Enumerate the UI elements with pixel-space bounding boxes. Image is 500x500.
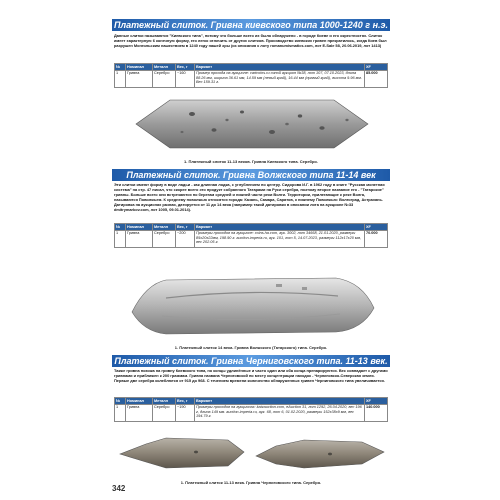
volga-ingot-photo [126,254,378,344]
section-description-chernigov: Также гривна похожа на гривну Киевского типа, но концы удлинённые и часто один или оба конца препарируются. Вес совпадает с другими гривнами и приближен к 200 граммам. Гривна названа Черниговской по месту концентрации находок - Черниговско-Северская земля. Первые две серебра колеблются от 915 до 968. С течением времени количество обнаруженных гривен Черниговского типа увеличивается. [114,368,388,384]
catalog-table-kiev [114,63,388,88]
column-header: XF [365,64,388,71]
row-variant: Пример прохода на аукционе: cartcoins.ru очной аукцион №38, лот 107, 07.10.2023, длина 88.26 мм, ширина 36.61 мм, 14.59 мм (левый край), 16.44 мм (правый край), высота 9.96 мм. Вес 159.31 г. [195,71,365,88]
row-weight: ~160 [176,71,195,88]
row-metal: Серебро [153,231,176,248]
column-header: № [115,224,126,231]
column-header: Номинал [126,398,153,405]
row-variant: Примеры проходов на аукционах: katzauction.com, eAuction 31, лот 1292, 26.04.2020, вес 196 г, длина 149 мм. auction-imperia.ru, аук. 68, лот 6, 01.02.2020, размеры 152x38x9 мм, вес 194.79 г. [195,405,365,422]
row-name: Гривна [126,405,153,422]
section-title-chernigov: Платежный слиток. Гривна Черниговского типа. 11-13 век. [112,355,390,367]
row-number: 1 [115,405,126,422]
column-header: № [115,398,126,405]
column-header: Варжант [195,64,365,71]
row-weight: ~200 [176,231,195,248]
row-weight: ~190 [176,405,195,422]
table-row [115,405,388,422]
photo-caption-kiev: 1. Платежный слиток 11-13 веков. Гривна Киевского типа. Серебро. [184,159,318,164]
column-header: Металл [153,398,176,405]
table-row [115,231,388,248]
kiev-ingot-photo [122,90,382,156]
catalog-table-volga [114,223,388,248]
table-row [115,71,388,88]
column-header: XF [365,224,388,231]
section-description-volga: Эти слитки имеют форму в виде ладьи - как длинная лодка, с углублением по центру. Сидорова И.Г. в 1962 году в книге "Русская монетная система" на стр. 47 писал, что скорее всего это продукт собранного Татарами на Руси серебра, поэтому второе название его - "Татарские" гривны. Больше всего они встречаются по берегам средней и нижней части реки Волги. Территории, прилегающие к реке Волга, называются Поволжьем. К среднему поволжью относятся города: Казань, Самара, Саратов, к нижнему Поволжью: Волгоград, Астрахань. Датировка на аукционах разная, датируется от 11 до 14 века (например такой датировки в описании лота на аукционе №33 dmitrymarkov.com, лот 1005, 09.01.2014). [114,182,385,213]
column-header: Варжант [195,224,365,231]
photo-caption-volga: 1. Платежный слиток 14 века. Гривна Волжского (Татарского) типа. Серебро. [174,345,328,350]
row-price: 70.000 [365,231,388,248]
column-header: Вес, г [176,398,195,405]
column-header: Металл [153,224,176,231]
column-header: XF [365,398,388,405]
table-header-row [115,224,388,231]
section-title-kiev: Платежный слиток. Гривна киевского типа 1000-1240 г н.э. [112,19,390,31]
column-header: Вес, г [176,64,195,71]
column-header: Вес, г [176,224,195,231]
row-metal: Серебро [153,405,176,422]
catalog-table-chernigov [114,397,388,422]
row-variant: Примеры проходов на аукционе: coins.ha.com, аук. 3002, лот 34668, 21.01.2020, размеры 85x20x22мм, 198.90 г. auction-imperia.ru, аук. 101, лот 5, 14.07.2023, размеры 112x17x20 мм, вес 202.05 г. [195,231,365,248]
catalog-page [112,14,390,500]
row-price: 140.000 [365,405,388,422]
column-header: Номинал [126,224,153,231]
column-header: Номинал [126,64,153,71]
column-header: Варжант [195,398,365,405]
table-header-row [115,398,388,405]
row-number: 1 [115,231,126,248]
page-number: 342 [112,484,126,493]
row-metal: Серебро [153,71,176,88]
row-name: Гривна [126,231,153,248]
row-price: 85.000 [365,71,388,88]
section-title-volga: Платежный слиток. Гривна Волжского типа 11-14 век [112,169,390,181]
row-number: 1 [115,71,126,88]
column-header: Металл [153,64,176,71]
photo-caption-chernigov: 1. Платежный слиток 11-13 века. Гривна Черниговского типа. Серебро. [180,480,322,485]
section-description-kiev: Данные слитки называются "Киевского типа", потому что больше всего их было обнаружено - в городе Киеве и его окрестностях. Слиток имеет характерную 6 конечную форму, его легко отличить от других слитков. Производство киевских гривен прекратилось, когда Киев был разрушен Монгольским нашествием в 1240 году нашей эры (из описания к лоту romanumismatics.com, лот E-Sale 58, 20.06.2019, лот 1413) [114,33,387,49]
chernigov-ingot-photos [116,428,388,478]
table-header-row [115,64,388,71]
row-name: Гривна [126,71,153,88]
column-header: № [115,64,126,71]
